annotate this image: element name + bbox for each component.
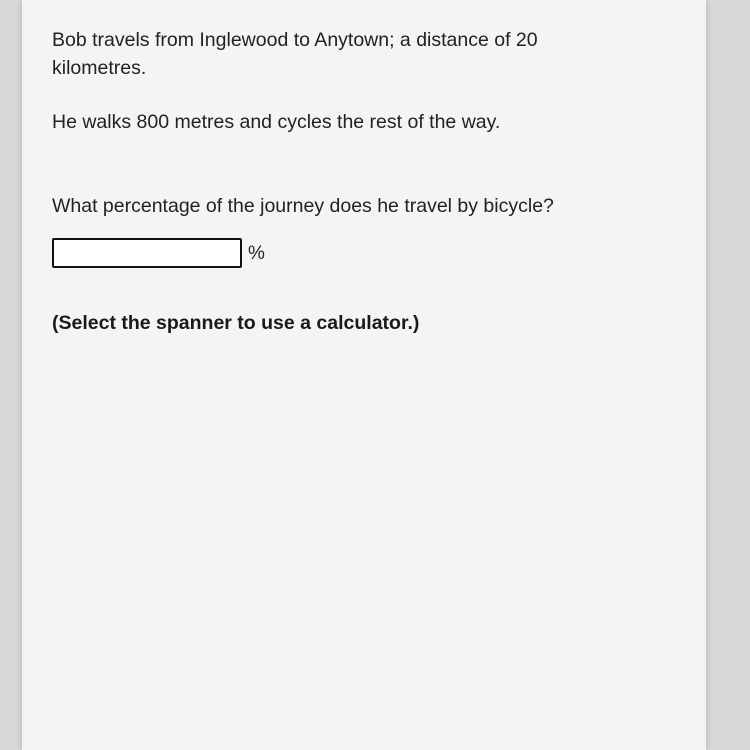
problem-statement-line-1: Bob travels from Inglewood to Anytown; a distance of 20 kilometres. xyxy=(52,29,538,79)
percent-unit-label: % xyxy=(248,242,265,264)
question-content xyxy=(22,0,706,335)
calculator-hint: (Select the spanner to use a calculator.) xyxy=(52,312,420,334)
problem-statement-line-2: He walks 800 metres and cycles the rest of the way. xyxy=(52,111,501,133)
answer-row xyxy=(52,238,674,268)
worksheet-panel xyxy=(22,0,706,750)
question-prompt: What percentage of the journey does he travel by bicycle? xyxy=(52,195,554,217)
answer-input[interactable] xyxy=(52,238,242,268)
